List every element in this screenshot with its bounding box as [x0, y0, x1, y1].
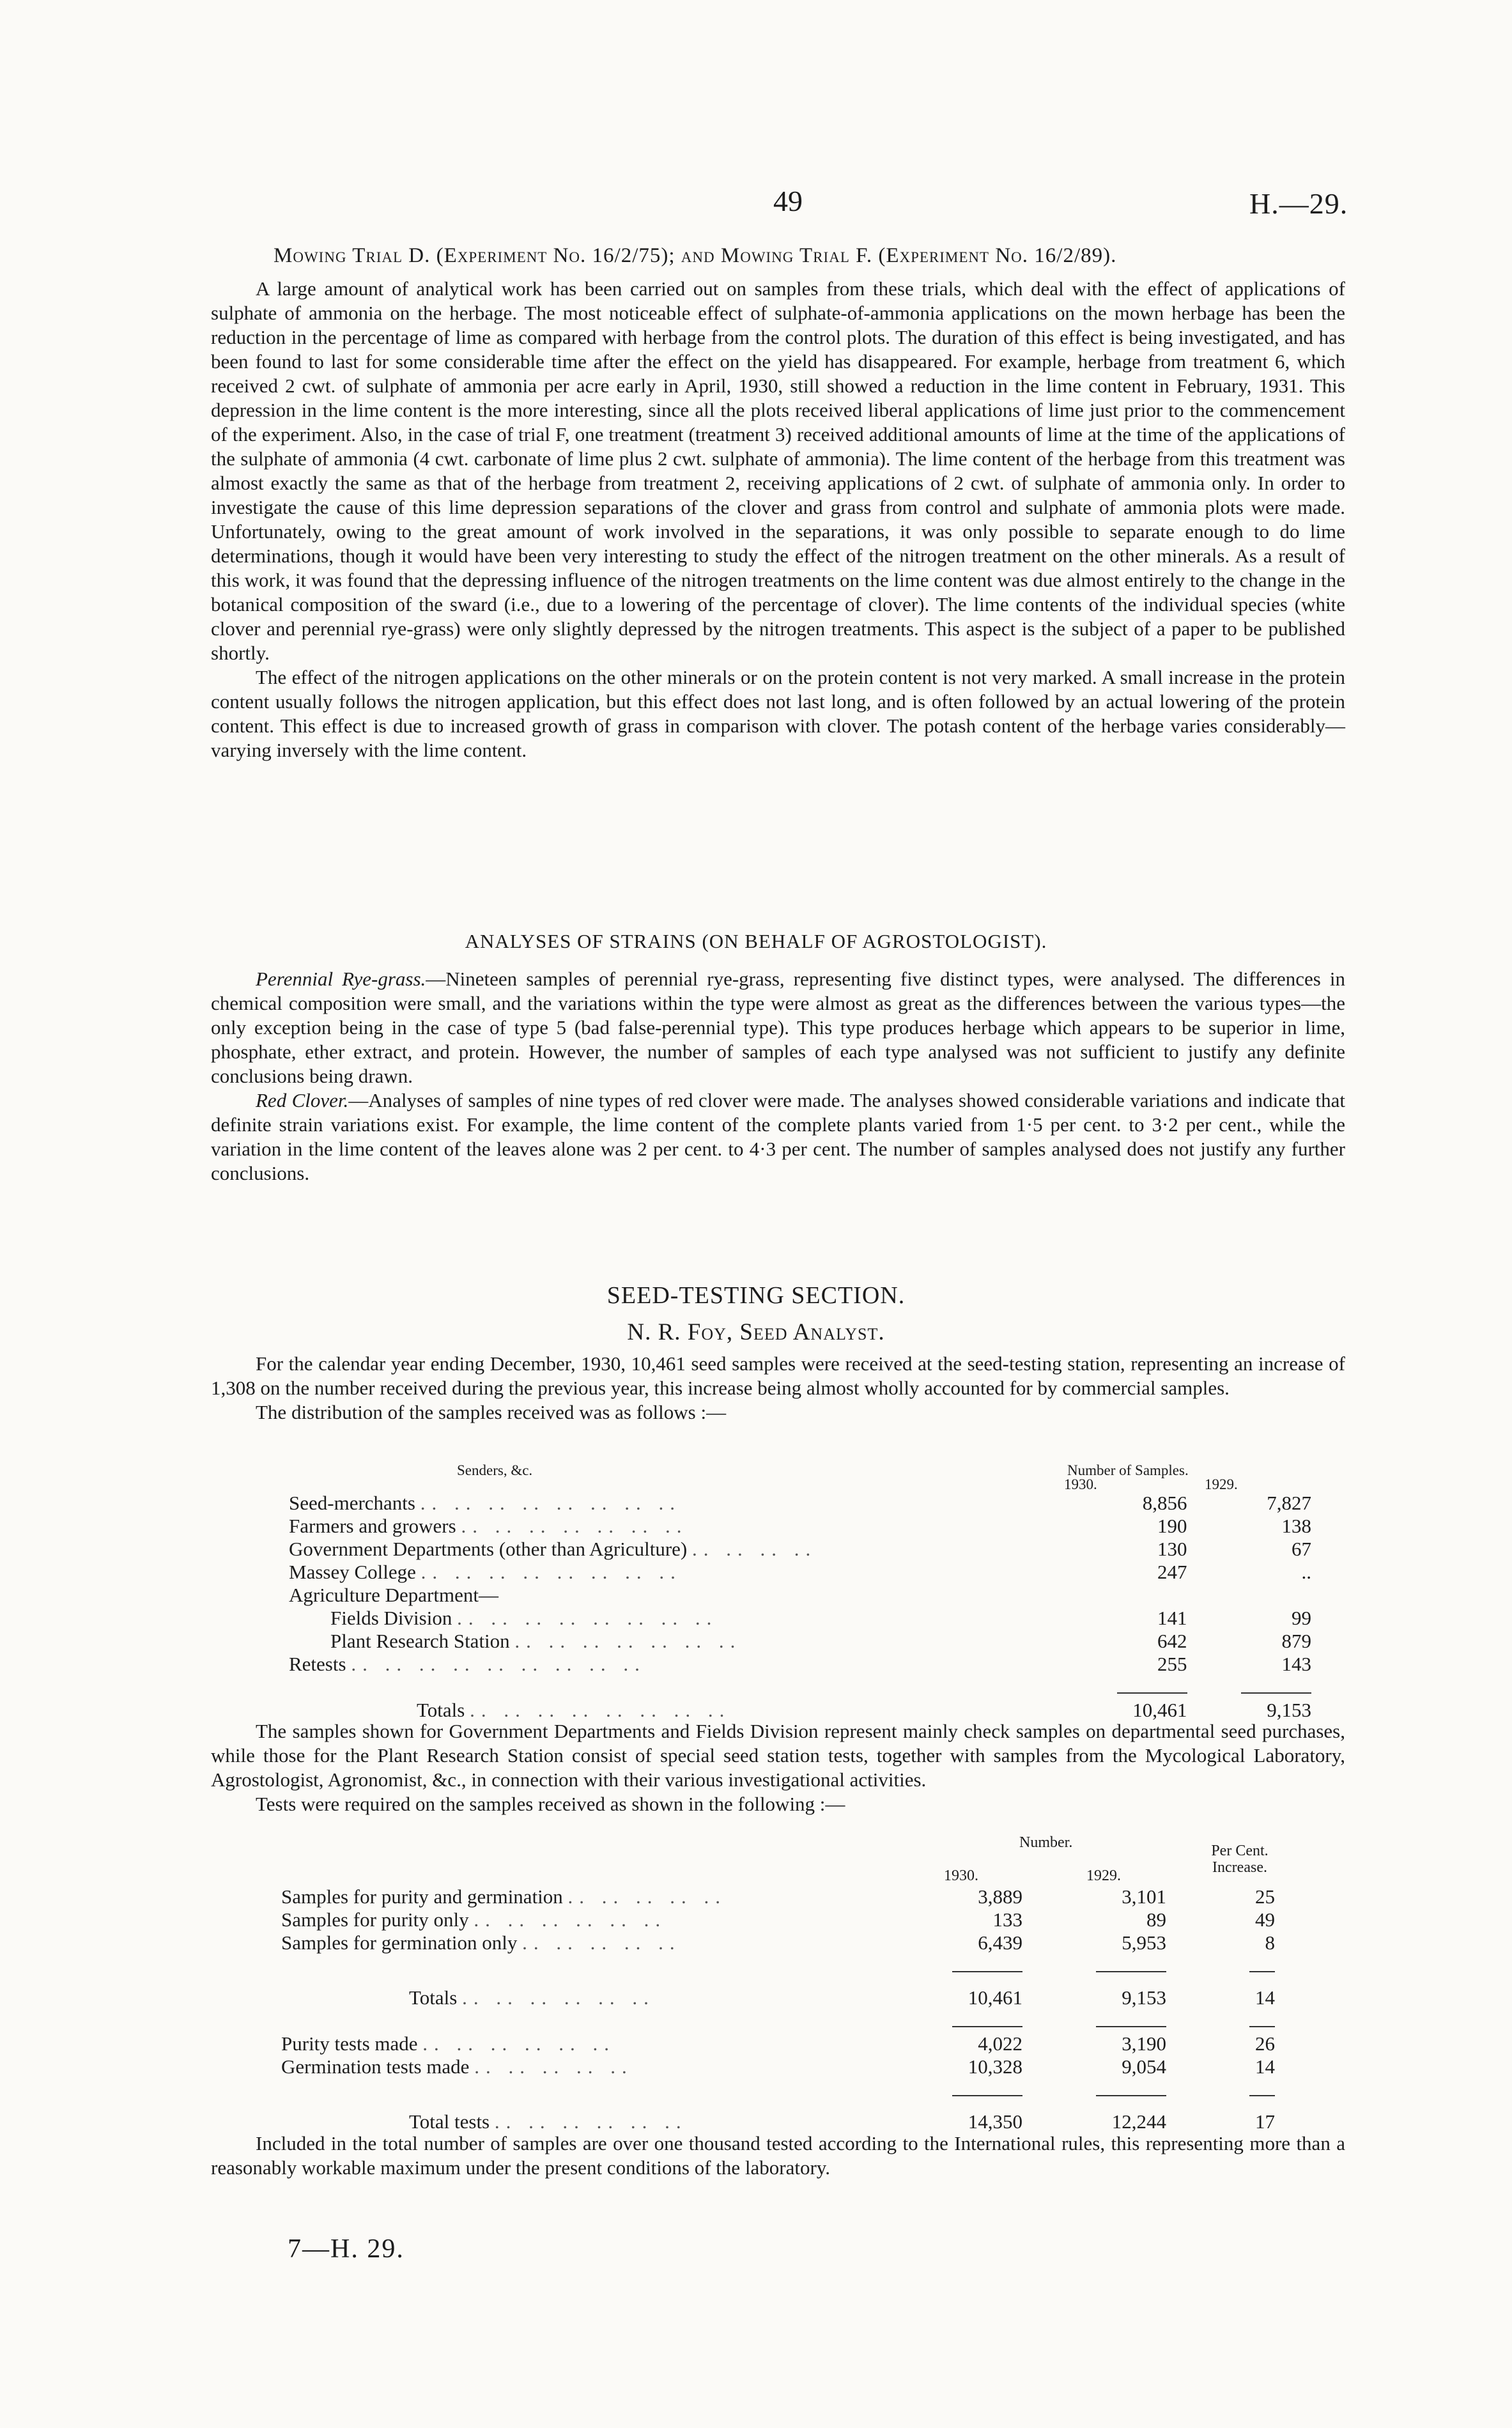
seed-paragraph-1: For the calendar year ending December, 1930, 10,461 seed samples were received at the seed-testing station, representing an increase of 1,308 on the number received during the previous year, this increase being almost wholly accounted for by commercial samples. — [211, 1352, 1345, 1399]
table-row — [289, 1584, 1311, 1607]
rye-grass-text: —Nineteen samples of perennial rye-grass, representing five distinct types, were analysed. The differences in chemical composition were small, and the variations within the type were almost as great as the differences between the various types—the only exception being in the case of type 5 (bad false-perennial type). This type produces herbage which appears to be superior in lime, phosphate, ether extract, and protein. However, the number of samples of each type analysed was not sufficient to justify any definite conclusions being drawn. — [211, 968, 1345, 1087]
table-row: Samples for purity and germination .. .. .. .. .. 3,889 3,101 25 — [281, 1885, 1275, 1908]
number-header: Number. — [1019, 1834, 1073, 1851]
row-label: Plant Research Station — [330, 1630, 510, 1652]
cell-1930: 133 — [992, 1908, 1022, 1931]
row-label: Seed-merchants — [289, 1492, 415, 1514]
col-1930-header: 1930. — [1064, 1476, 1097, 1492]
rye-grass-paragraph — [211, 967, 1345, 1088]
seed-analyst-name: N. R. Foy, Seed Analyst. — [627, 1319, 885, 1345]
total-1929: 9,153 — [1122, 1986, 1166, 2009]
cell-1929: .. — [1301, 1561, 1311, 1583]
totals-row: Totals .. .. .. .. .. .. .. .. 10,461 9,153 — [417, 1699, 1311, 1721]
total-rule — [952, 2095, 1022, 2096]
per-cent-increase-header: Per Cent. Increase. — [1211, 1843, 1269, 1876]
total-tests-1929: 12,244 — [1111, 2110, 1166, 2133]
seed-paragraph-5: Included in the total number of samples are over one thousand tested according to the International rules, this representing more than a reasonably workable maximum under the present conditions of the laboratory. — [211, 2132, 1345, 2179]
mowing-trial-heading: Mowing Trial D. (Experiment No. 16/2/75); and Mowing Trial F. (Experiment No. 16/2/89). — [274, 244, 1117, 267]
cell-1930: 4,022 — [978, 2032, 1022, 2055]
total-rule — [1241, 1692, 1311, 1694]
strains-heading: ANALYSES OF STRAINS (ON BEHALF OF AGROSTOLOGIST). — [465, 930, 1047, 952]
total-pct: 14 — [1255, 1986, 1275, 2009]
cell-1930: 130 — [1157, 1538, 1187, 1560]
seed-intro — [211, 1352, 1345, 1425]
seed-testing-heading: SEED-TESTING SECTION. — [606, 1282, 906, 1309]
tests-1929-header: 1929. — [1086, 1867, 1121, 1884]
row-label: Farmers and growers — [289, 1515, 456, 1537]
cell-1929: 9,054 — [1122, 2055, 1166, 2078]
cell-1929: 143 — [1281, 1653, 1311, 1675]
tests-1930-header: 1930. — [944, 1867, 978, 1884]
table-row: Plant Research Station .. .. .. .. .. .. .. 642 879 — [330, 1630, 1311, 1652]
cell-1930: 190 — [1157, 1515, 1187, 1537]
table-row: Massey College .. .. .. .. .. .. .. .. 247 .. — [289, 1561, 1311, 1583]
seed-paragraph-2: The distribution of the samples received was as follows :— — [256, 1401, 727, 1423]
red-clover-paragraph — [211, 1088, 1345, 1186]
strains-section — [211, 967, 1345, 1186]
row-label: Agriculture Department— — [289, 1584, 498, 1606]
table-row: Retests .. .. .. .. .. .. .. .. .. 255 143 — [289, 1653, 1311, 1675]
cell-1929: 99 — [1292, 1607, 1311, 1629]
cell-1929: 67 — [1292, 1538, 1311, 1560]
cell-1929: 5,953 — [1122, 1931, 1166, 1954]
number-of-samples-header: Number of Samples. — [1067, 1462, 1189, 1478]
tests-table — [281, 1885, 1275, 2133]
table-row: Fields Division .. .. .. .. .. .. .. .. 141 99 — [330, 1607, 1311, 1629]
total-1930: 10,461 — [1132, 1699, 1187, 1721]
total-rule — [952, 2026, 1022, 2027]
table-row: Samples for germination only .. .. .. .. .. 6,439 5,953 8 — [281, 1931, 1275, 1954]
cell-pct: 25 — [1255, 1885, 1275, 1908]
cell-1929: 138 — [1281, 1515, 1311, 1537]
table-row: Farmers and growers .. .. .. .. .. .. .. 190 138 — [289, 1515, 1311, 1537]
row-label: Germination tests made — [281, 2055, 470, 2078]
seed-closing — [211, 2131, 1345, 2180]
cell-pct: 26 — [1255, 2032, 1275, 2055]
cell-pct: 49 — [1255, 1908, 1275, 1931]
row-label: Massey College — [289, 1561, 416, 1583]
cell-1929: 3,190 — [1122, 2032, 1166, 2055]
mowing-paragraph-1: A large amount of analytical work has been carried out on samples from these trials, which deal with the effect of applications of sulphate of ammonia on the herbage. The most noticeable effect of sulphate-of-ammonia applications on the mown herbage has been the reduction in the percentage of lime as compared with herbage from the control plots. The duration of this effect is being investigated, and has been found to last for some considerable time after the effect on the yield has disappeared. For example, herbage from treatment 6, which received 2 cwt. of sulphate of ammonia per acre early in April, 1930, still showed a reduction in the lime content in February, 1931. This depression in the lime content is the more interesting, since all the plots received liberal applications of lime just prior to the commencement of the experiment. Also, in the case of trial F, one treatment (treatment 3) received additional amounts of lime at the time of the applications of the sulphate of ammonia (4 cwt. carbonate of lime plus 2 cwt. sulphate of ammonia). The lime content of the herbage from this treatment was almost exactly the same as that of the herbage from treatment 2, receiving applications of 2 cwt. of sulphate of ammonia only. In order to investigate the cause of this lime depression separations of the clover and grass from control and sulphate of ammonia plots were made. Unfortunately, owing to the great amount of work involved in the separations, it was only possible to separate enough to do lime determinations, though it would have been very interesting to study the effect of the nitrogen treatment on the other minerals. As a result of this work, it was found that the depressing influence of the nitrogen treatments on the lime content was due almost entirely to the change in the botanical composition of the sward (i.e., due to a lowering of the percentage of clover). The lime contents of the individual species (white clover and perennial rye-grass) were only slightly depressed by the nitrogen treatments. This aspect is the subject of a paper to be published shortly. — [211, 277, 1345, 664]
totals-label: Totals — [417, 1699, 465, 1721]
cell-1930: 247 — [1157, 1561, 1187, 1583]
cell-1929: 3,101 — [1122, 1885, 1166, 1908]
row-label: Samples for purity and germination — [281, 1885, 563, 1908]
total-rule — [1096, 2095, 1166, 2096]
seed-paragraph-3: The samples shown for Government Departments and Fields Division represent mainly check samples on departmental seed purchases, while those for the Plant Research Station consist of special seed station tests, together with samples from the Mycological Laboratory, Agrostologist, Agronomist, &c., in connection with their various investigational activities. — [211, 1720, 1345, 1791]
totals-row: Totals .. .. .. .. .. .. 10,461 9,153 14 — [281, 1977, 1275, 2009]
total-tests-row: Total tests .. .. .. .. .. .. 14,350 12,244 17 — [281, 2101, 1275, 2133]
total-rule — [1249, 2095, 1275, 2096]
row-label: Samples for purity only — [281, 1908, 469, 1931]
total-rule — [952, 1971, 1022, 1972]
total-tests-pct: 17 — [1255, 2110, 1275, 2133]
row-label: Retests — [289, 1653, 346, 1675]
page-footer: 7—H. 29. — [288, 2234, 405, 2264]
mowing-section — [211, 277, 1345, 762]
red-clover-text: —Analyses of samples of nine types of red clover were made. The analyses showed considerable variations and indicate that definite strain variations exist. For example, the lime content of the complete plants varied from 1·5 per cent. to 3·2 per cent., while the variation in the lime content of the leaves alone was 2 per cent. to 4·3 per cent. The number of samples analysed does not justify any further conclusions. — [211, 1089, 1345, 1184]
total-1930: 10,461 — [968, 1986, 1022, 2009]
row-label: Samples for germination only — [281, 1931, 518, 1954]
table-row: Seed-merchants .. .. .. .. .. .. .. .. 8,856 7,827 — [289, 1492, 1311, 1514]
cell-1930: 255 — [1157, 1653, 1187, 1675]
table-row: Germination tests made .. .. .. .. .. 10,328 9,054 14 — [281, 2055, 1275, 2078]
table-row: Purity tests made .. .. .. .. .. .. 4,022 3,190 26 — [281, 2032, 1275, 2055]
cell-1930: 141 — [1157, 1607, 1187, 1629]
row-label: Government Departments (other than Agriculture) — [289, 1538, 688, 1560]
rye-grass-label: Perennial Rye-grass. — [256, 968, 426, 990]
distribution-table — [289, 1492, 1311, 1722]
total-rule — [1096, 1971, 1166, 1972]
red-clover-label: Red Clover. — [256, 1089, 349, 1111]
col-1929-header: 1929. — [1205, 1476, 1238, 1492]
total-rule — [1249, 1971, 1275, 1972]
cell-1930: 642 — [1157, 1630, 1187, 1652]
cell-1929: 879 — [1281, 1630, 1311, 1652]
total-tests-1930: 14,350 — [968, 2110, 1022, 2133]
cell-pct: 14 — [1255, 2055, 1275, 2078]
row-label: Purity tests made — [281, 2032, 418, 2055]
table-row: Samples for purity only .. .. .. .. .. .. 133 89 49 — [281, 1908, 1275, 1931]
total-rule — [1117, 1692, 1187, 1694]
table-row: Government Departments (other than Agriculture) .. .. .. .. 130 67 — [289, 1538, 1311, 1560]
total-1929: 9,153 — [1267, 1699, 1311, 1721]
cell-1930: 10,328 — [968, 2055, 1022, 2078]
seed-paragraph-4: Tests were required on the samples received as shown in the following :— — [256, 1793, 845, 1815]
cell-1930: 3,889 — [978, 1885, 1022, 1908]
cell-1929: 7,827 — [1267, 1492, 1311, 1514]
cell-pct: 8 — [1265, 1931, 1275, 1954]
cell-1929: 89 — [1146, 1908, 1166, 1931]
total-rule — [1096, 2026, 1166, 2027]
row-label: Fields Division — [330, 1607, 452, 1629]
mowing-paragraph-2: The effect of the nitrogen applications on the other minerals or on the protein content is not very marked. A small increase in the protein content usually follows the nitrogen application, but this effect does not last long, and is often followed by an actual lowering of the protein content. This effect is due to increased growth of grass in comparison with clover. The potash content of the herbage varies considerably—varying inversely with the lime content. — [211, 666, 1345, 761]
cell-1930: 6,439 — [978, 1931, 1022, 1954]
total-rule — [1249, 2026, 1275, 2027]
totals-label: Totals — [409, 1986, 458, 2009]
page-number: 49 — [773, 185, 803, 217]
total-tests-label: Total tests — [409, 2110, 490, 2133]
page-reference: H.—29. — [1249, 187, 1348, 220]
senders-column-header: Senders, &c. — [457, 1462, 533, 1478]
seed-notes — [211, 1719, 1345, 1816]
cell-1930: 8,856 — [1142, 1492, 1187, 1514]
